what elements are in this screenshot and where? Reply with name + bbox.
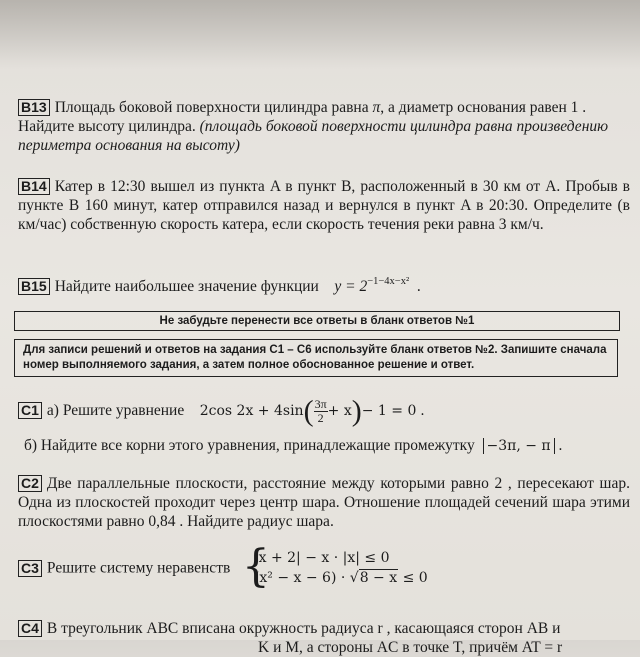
inequality-system [241,541,428,592]
task-text: а) Решите уравнение [46,402,185,420]
inequality-2-left: (x² − x − 6) · [253,570,346,586]
task-text: . [558,437,563,454]
page-shadow [0,0,640,70]
task-b13 [18,98,630,155]
equation-left: 2cos 2x + 4sin [199,403,304,420]
brace: { [241,541,270,592]
notice-answer-sheet-2 [14,339,618,377]
task-text-cut: K и M, а стороны AC в точке T, причём AT = r [258,639,563,656]
inequality-2-right: ≤ 0 [402,570,428,586]
task-c2 [18,474,630,531]
task-text: Площадь боковой поверхности цилиндра равна [54,99,369,116]
task-label: B13 [18,99,50,116]
task-b14 [18,177,630,234]
notice-text: Для записи решений и ответов на задания С1 – С6 используйте бланк ответов №2. Запишите сначала номер выполняемого задания, а затем полное обоснованное решение и ответ. [23,344,607,371]
task-hint: (площадь боковой поверхности цилиндра равна произведению периметра основания на высоту) [18,118,609,154]
equation-inner: + x [327,403,352,420]
task-text: б) Найдите все корни этого уравнения, принадлежащие промежутку [24,437,475,454]
task-b15 [18,272,630,296]
task-c1 [18,394,630,428]
formula-exponent: −1−4x−x² [367,276,410,287]
task-text: Найдите наибольшее значение функции [54,278,319,295]
task-text: Решите систему неравенств [46,559,231,577]
equation-right: − 1 = 0 [361,403,417,420]
task-label: C3 [18,560,42,577]
task-text: . [416,278,421,295]
paren-close: ) [351,394,362,428]
fraction [314,398,328,425]
formula: y = 2 [334,278,368,295]
pi-symbol: π [372,99,381,116]
inequality-2: (x² − x − 6) · √8 − x ≤ 0 [253,570,428,586]
inequality-1: |x + 2| − x · |x| ≤ 0 [253,550,390,566]
notice-answer-sheet-1 [14,311,620,331]
task-text: Две параллельные плоскости, расстояние между которыми равно 2 , пересекают шар. Одна из плоскостей проходит через центр шара. Отношение площадей сечений шара этими плоскостями равно 0,84 . Найдите радиус шара. [18,475,630,530]
sqrt-content: 8 − x [359,570,398,586]
notice-text: Не забудьте перенести все ответы в бланк ответов №1 [159,315,475,327]
fraction-numerator: 3π [314,397,327,411]
task-label: C1 [18,402,42,419]
task-text: В треугольник ABC вписана окружность радиуса r , касающаяся сторон AB и [46,620,561,637]
task-c3 [18,541,630,592]
task-label: C2 [18,475,42,492]
equation-end: . [420,403,425,420]
fraction-denominator: 2 [317,411,324,425]
task-text: Найдите высоту цилиндра. [18,118,196,135]
task-c4 [18,619,630,657]
task-label: B15 [18,278,50,295]
interval: −3π, − π [483,438,555,454]
task-text: , а диаметр основания равен 1 . [380,99,587,116]
paren-open: ( [303,394,314,428]
task-c1-part-b [24,436,636,455]
task-label: B14 [18,178,50,195]
task-text: Катер в 12:30 вышел из пункта A в пункт B, расположенный в 30 км от A. Пробыв в пункте B 160 минут, катер отправился назад и вернулся в пункт A в 20:30. Определите (в км/час) собственную скорость катера, если скорость течения реки равна 3 км/ч. [18,178,630,233]
task-label: C4 [18,620,42,637]
